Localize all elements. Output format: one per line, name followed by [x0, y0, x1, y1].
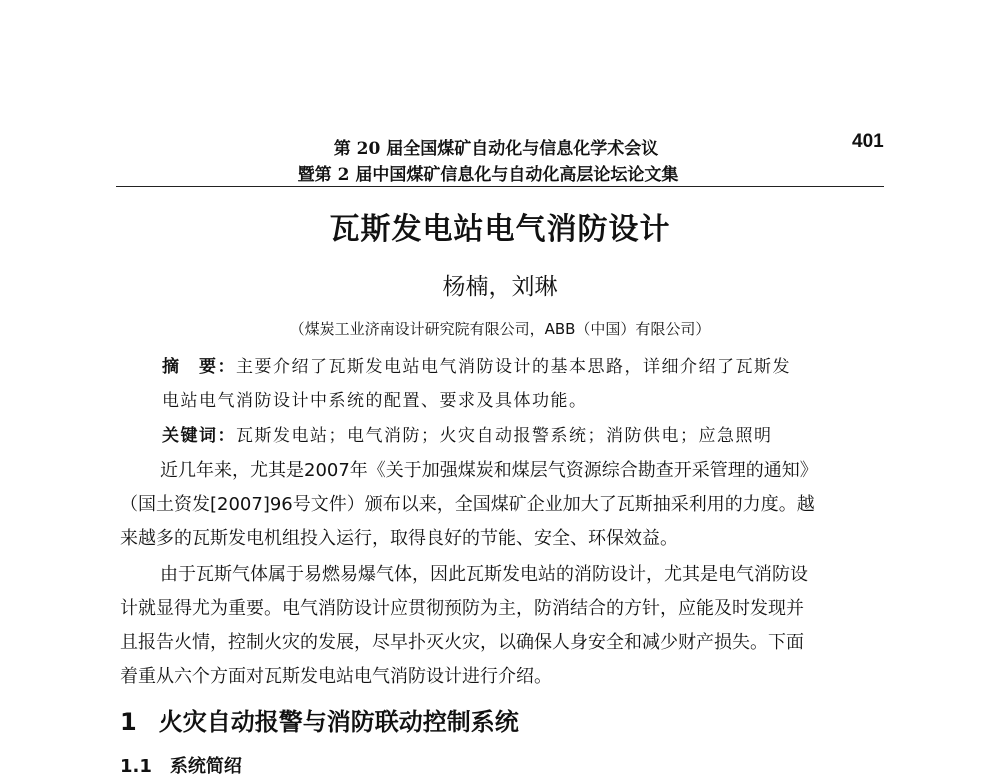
paragraph-2-line-1: 由于瓦斯气体属于易燃易爆气体，因此瓦斯发电站的消防设计，尤其是电气消防设 — [160, 564, 808, 585]
keywords-text: 瓦斯发电站；电气消防；火灾自动报警系统；消防供电；应急照明 — [236, 426, 773, 446]
section-1-title: 火灾自动报警与消防联动控制系统 — [158, 708, 519, 736]
proceedings-title-line2: 暨第 2 届中国煤矿信息化与自动化高层论坛论文集 — [297, 165, 679, 185]
paragraph-2-line-3: 且报告火情，控制火灾的发展，尽早扑灭火灾，以确保人身安全和减少财产损失。下面 — [120, 632, 804, 653]
keywords-label: 关键词： — [162, 426, 236, 446]
section-1-number: 1 — [120, 708, 137, 736]
paragraph-2-line-2: 计就显得尤为重要。电气消防设计应贯彻预防为主，防消结合的方针，应能及时发现并 — [120, 598, 804, 619]
header-rule — [116, 186, 884, 187]
paragraph-1-line-3: 来越多的瓦斯发电机组投入运行，取得良好的节能、安全、环保效益。 — [120, 528, 678, 549]
paper-authors: 杨楠，刘琳 — [442, 274, 558, 300]
paragraph-1-line-1: 近几年来，尤其是2007年《关于加强煤炭和煤层气资源综合勘查开采管理的通知》 — [160, 460, 818, 481]
subsection-1-1-heading: 1.1 系统简绍 — [120, 756, 242, 777]
paragraph-2-line-4: 着重从六个方面对瓦斯发电站电气消防设计进行介绍。 — [120, 666, 552, 687]
page-number: 401 — [852, 131, 884, 152]
keywords-line — [162, 421, 773, 446]
abstract-label: 摘 要： — [162, 357, 236, 377]
paragraph-1-line-2: （国土资发[2007]96号文件）颁布以来，全国煤矿企业加大了瓦斯抽采利用的力度。越 — [120, 494, 815, 515]
abstract-text-1: 主要介绍了瓦斯发电站电气消防设计的基本思路，详细介绍了瓦斯发 — [236, 357, 791, 377]
section-1-heading — [120, 702, 519, 737]
proceedings-title-line1: 第 20 届全国煤矿自动化与信息化学术会议 — [333, 139, 659, 159]
abstract-line-1 — [162, 352, 791, 377]
paper-title: 瓦斯发电站电气消防设计 — [329, 212, 671, 247]
abstract-line-2: 电站电气消防设计中系统的配置、要求及具体功能。 — [162, 391, 588, 411]
author-affiliation: （煤炭工业济南设计研究院有限公司，ABB（中国）有限公司） — [289, 320, 711, 338]
